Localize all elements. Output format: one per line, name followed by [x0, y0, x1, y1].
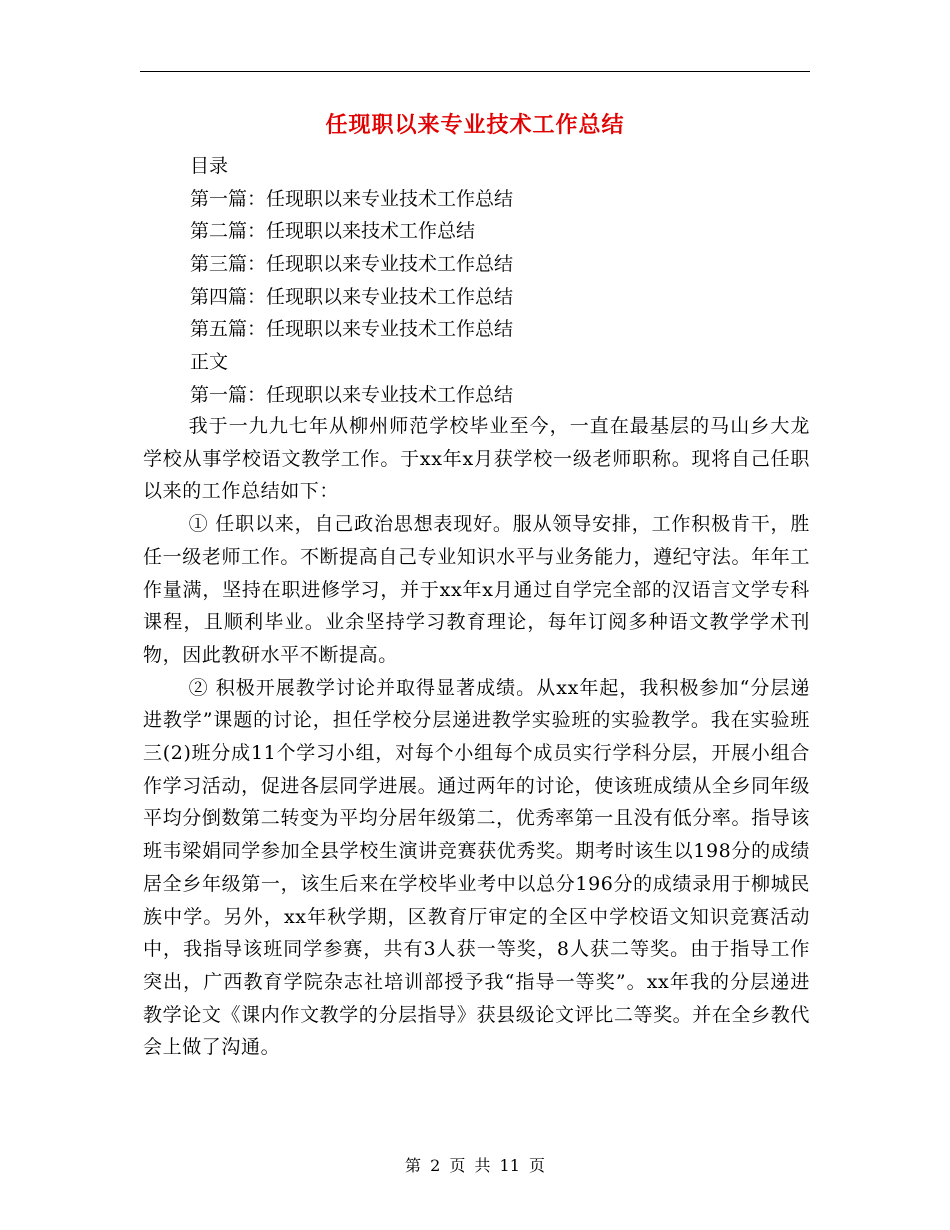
toc-item: 第一篇：任现职以来专业技术工作总结 [190, 187, 514, 210]
paragraph-point-1: ① 任职以来，自己政治思想表现好。服从领导安排，工作积极肯干，胜任一级老师工作。不断提高自己专业知识水平与业务能力，遵纪守法。年年工作量满，坚持在职进修学习，并于xx年x月通过自学完全部的汉语言文学专科课程，且顺利毕业。业余坚持学习教育理论，每年订阅多种语文教学学术刊物，因此教研水平不断提高。 [143, 513, 810, 666]
page-number: 第 2 页 共 11 页 [405, 1156, 545, 1175]
toc-item: 第四篇：任现职以来专业技术工作总结 [190, 285, 514, 308]
body-text [143, 410, 810, 1064]
toc-item: 第三篇：任现职以来专业技术工作总结 [190, 253, 514, 276]
toc-heading: 目录 [190, 155, 229, 177]
section-heading: 第一篇：任现职以来专业技术工作总结 [190, 383, 514, 406]
paragraph-point-2: ② 积极开展教学讨论并取得显著成绩。从xx年起，我积极参加“分层递进教学”课题的讨论，担任学校分层递进教学实验班的实验教学。我在实验班三(2)班分成11个学习小组，对每个小组每个成员实行学科分层，开展小组合作学习活动，促进各层同学进展。通过两年的讨论，使该班成绩从全乡同年级平均分倒数第二转变为平均分居年级第二，优秀率第一且没有低分率。指导该班韦梁娟同学参加全县学校生演讲竞赛获优秀奖。期考时该生以198分的成绩居全乡年级第一，该生后来在学校毕业考中以总分196分的成绩录用于柳城民族中学。另外，xx年秋学期，区教育厅审定的全区中学校语文知识竞赛活动中，我指导该班同学参赛，共有3人获一等奖，8人获二等奖。由于指导工作突出，广西教育学院杂志社培训部授予我“指导一等奖”。xx年我的分层递进教学论文《课内作文教学的分层指导》获县级论文评比二等奖。并在全乡教代会上做了沟通。 [143, 676, 810, 1059]
paragraph-intro: 我于一九九七年从柳州师范学校毕业至今，一直在最基层的马山乡大龙学校从事学校语文教学工作。于xx年x月获学校一级老师职称。现将自己任职以来的工作总结如下： [143, 415, 810, 503]
body-heading: 正文 [190, 351, 229, 374]
document-title: 任现职以来专业技术工作总结 [325, 112, 625, 138]
toc-item: 第五篇：任现职以来专业技术工作总结 [190, 318, 514, 341]
header-rule [140, 71, 810, 72]
toc-item: 第二篇：任现职以来技术工作总结 [190, 220, 476, 243]
table-of-contents [190, 150, 810, 412]
